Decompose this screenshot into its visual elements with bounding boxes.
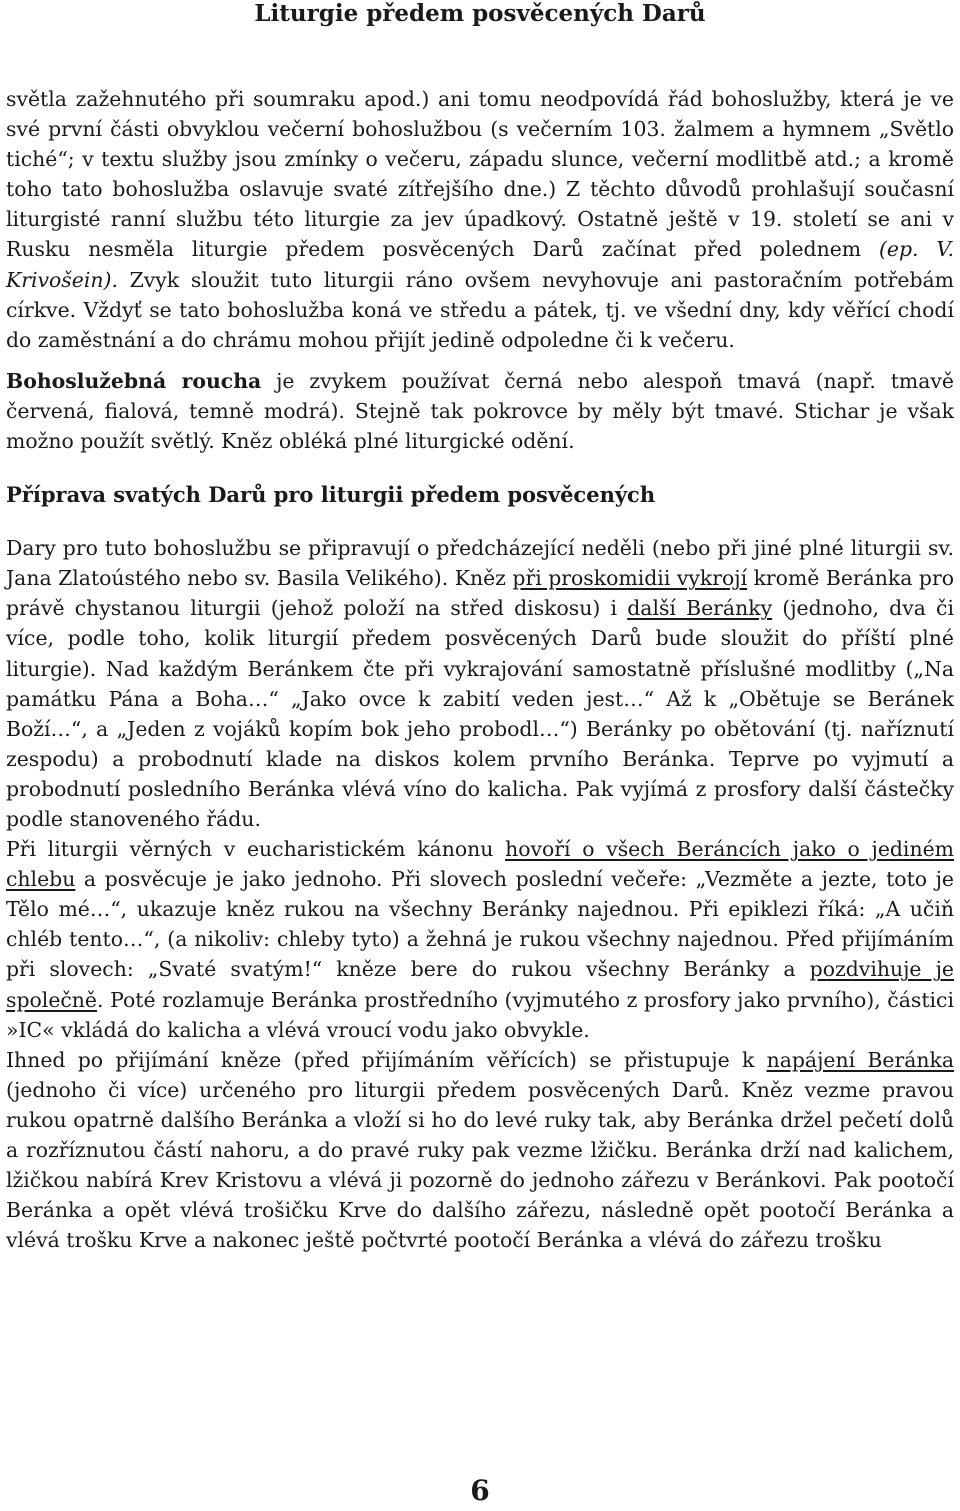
paragraph-eucharistic-canon — [6, 834, 954, 1045]
text-span: (jednoho, dva či více, podle toho, kolik liturgií předem posvěcených Darů bude sloužit do příští plné liturgie). Nad každým Beránkem čte při vykrajování samostatně příslušné modlitby („Na památku Pána a Boha…“ „Jako ovce k zabití veden jest…“ Až k „Obětuje se Beránek Boží…“, a „Jeden z vojáků kopím bok jeho probodl…“) Beránky po obětování (tj. naříznutí zespodu) a probodnutí klade na diskos kolem prvního Beránka. Teprve po vyjmutí a probodnutí posledního Beránka vlévá víno do kalicha. Pak vyjímá z prosfory další částečky podle stanoveného řádu. — [6, 596, 954, 831]
text-span: kromě Beránka pro právě chystanou liturgii (jehož položí na střed diskosu) i — [6, 566, 955, 621]
underlined-phrase: napájení Beránka — [766, 1047, 954, 1072]
underlined-phrase: další Beránky — [627, 596, 773, 621]
text-span: (jednoho či více) určeného pro liturgii předem posvěcených Darů. Kněz vezme pravou rukou opatrně dalšího Beránka a vloží si ho do levé ruky tak, aby Beránka držel pečetí dolů a rozříznutou částí nahoru, a do pravé ruky pak vezme lžičku. Beránka drží nad kalichem, lžičkou nabírá Krev Kristovu a vlévá ji pozorně do jednoho zářezu v Beránkovi. Pak pootočí Beránka a opět vlévá trošičku Krve do dalšího zářezu, následně opět pootočí Beránka a vlévá trošku Krve a nakonec ještě počtvrté pootočí Beránka a vlévá do zářezu trošku — [6, 1077, 954, 1253]
paragraph-intinction — [6, 1045, 954, 1256]
text-span: Zvyk sloužit tuto liturgii ráno ovšem nevyhovuje ani pastoračním potřebám církve. Vždyť se tato bohoslužba koná ve středu a pátek, tj. ve všední dny, kdy věřící chodí do zaměstnání a do chrámu mohou přijít jedině odpoledne či k večeru. — [6, 267, 954, 352]
text-span: světla zažehnutého při soumraku apod.) ani tomu neodpovídá řád bohoslužby, která je ve své první části obvyklou večerní bohoslužbou (s večerním 103. žalmem a hymnem „Světlo tiché“; v textu služby jsou zmínky o večeru, západu slunce, večerní modlitbě atd.; a kromě toho tato bohoslužba oslavuje svaté zítřejšího dne.) Z těchto důvodů prohlašují současní liturgisté ranní službu této liturgie za jev úpadkový. Ostatně ještě v 19. století se ani v Rusku nesměla liturgie předem posvěcených Darů začínat před polednem — [6, 87, 954, 262]
bold-lead-term: Bohoslužebná roucha — [6, 368, 262, 393]
underlined-phrase: hovoří o všech Beráncích jako o jediném chlebu — [6, 837, 954, 892]
paragraph-vestments — [6, 366, 954, 456]
section-heading: Příprava svatých Darů pro liturgii předem posvěcených — [6, 482, 656, 508]
page-number: 6 — [470, 1474, 490, 1507]
text-span: je zvykem používat černá nebo alespoň tmavá (např. tmavě červená, fialová, temně modrá). Stejně tak pokrovce by měly být tmavé. Stichar je však možno použít světlý. Kněz obléká plné liturgické odění. — [6, 368, 954, 454]
paragraph-evening-service — [6, 84, 954, 355]
text-span: . Poté rozlamuje Beránka prostředního (vyjmutého z prosfory jako prvního), částici »IC« vkládá do kalicha a vlévá vroucí vodu jako obvykle. — [6, 987, 954, 1042]
paragraph-preparation — [6, 533, 954, 834]
text-span: Při liturgii věrných v eucharistickém kánonu — [6, 837, 506, 862]
citation: (ep. V. Krivošein). — [6, 237, 954, 292]
running-header: Liturgie předem posvěcených Darů — [254, 0, 706, 27]
text-span: Dary pro tuto bohoslužbu se připravují o předcházející neděli (nebo při jiné plné liturgii sv. Jana Zlatoústého nebo sv. Basila Velikého). Kněz — [6, 536, 954, 591]
underlined-phrase: při proskomidii vykrojí — [512, 566, 748, 591]
underlined-phrase: pozdvihuje je společně — [6, 957, 954, 1012]
text-span: a posvěcuje je jako jednoho. Při slovech poslední večeře: „Vezměte a jezte, toto je Tělo mé…“, ukazuje kněz rukou na všechny Beránky najednou. Při epiklezi říká: „A učiň chléb tento…“, (a nikoliv: chleby tyto) a žehná je rukou všechny najednou. Před přijímáním při slovech: „Svaté svatým!“ kněze bere do rukou všechny Beránky a — [6, 867, 954, 982]
text-span: Ihned po přijímání kněze (před přijímáním věřících) se přistupuje k — [6, 1047, 767, 1072]
